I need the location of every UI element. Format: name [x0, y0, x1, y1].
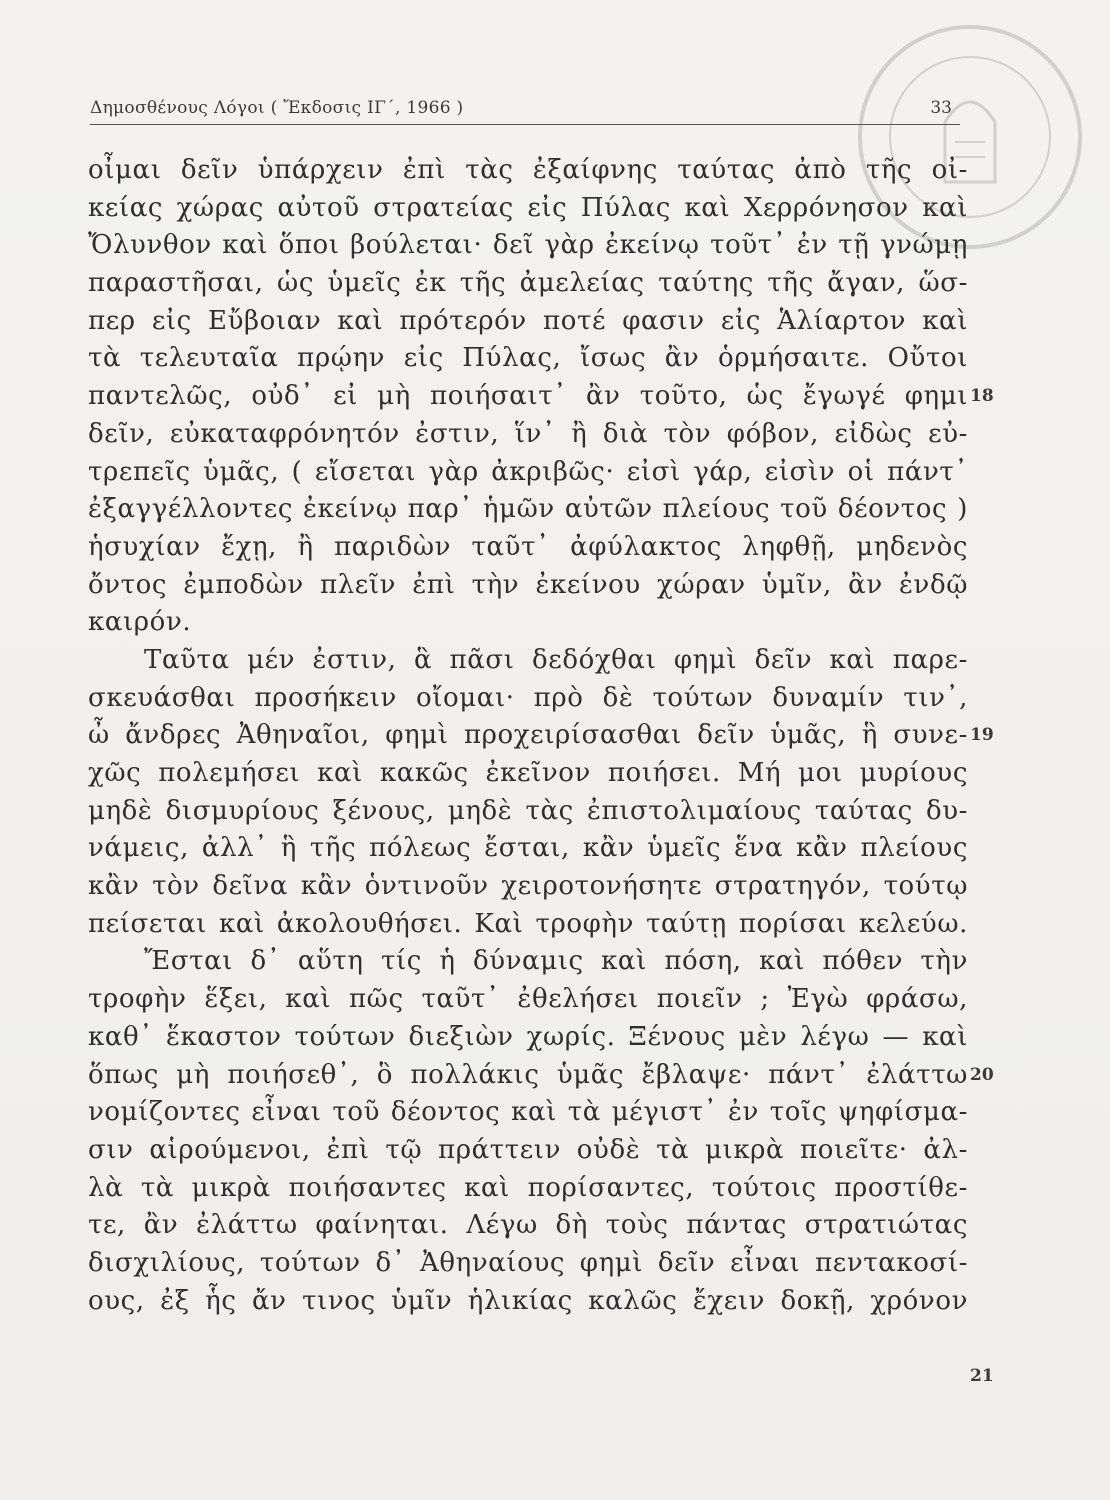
- text-line: σιν αἱρούμενοι, ἐπὶ τῷ πράττειν οὐδὲ τὰ μικρὰ ποιεῖτε· ἀλ-: [88, 1134, 968, 1165]
- page-number: 33: [930, 98, 952, 118]
- text-line: λὰ τὰ μικρὰ ποιήσαντες καὶ πορίσαντες, τούτοις προστίθε-: [88, 1172, 968, 1203]
- text-line: δεῖν, εὐκαταφρόνητόν ἐστιν, ἵν᾽ ἢ διὰ τὸν φόβον, εἰδὼς εὐ-: [88, 418, 968, 449]
- text-line: Ὄλυνθον καὶ ὅποι βούλεται· δεῖ γὰρ ἐκείνῳ τοῦτ᾽ ἐν τῇ γνώμῃ: [88, 230, 968, 261]
- text-line: περ εἰς Εὔβοιαν καὶ πρότερόν ποτέ φασιν εἰς Ἁλίαρτον καὶ: [88, 305, 968, 336]
- text-line: τε, ἂν ἐλάττω φαίνηται. Λέγω δὴ τοὺς πάντας στρατιώτας: [88, 1210, 968, 1241]
- text-line: ὦ ἄνδρες Ἀθηναῖοι, φημὶ προχειρίσασθαι δεῖν ὑμᾶς, ἣ συνε-: [88, 720, 968, 751]
- running-title: Δημοσθένους Λόγοι ( Ἔκδοσις ΙΓ΄, 1966 ): [90, 98, 464, 118]
- text-line: νομίζοντες εἶναι τοῦ δέοντος καὶ τὰ μέγιστ᾽ ἐν τοῖς ψηφίσμα-: [88, 1097, 968, 1128]
- text-line: οἶμαι δεῖν ὑπάρχειν ἐπὶ τὰς ἐξαίφνης ταύτας ἀπὸ τῆς οἰ-: [88, 155, 968, 185]
- text-line: τὰ τελευταῖα πρῴην εἰς Πύλας, ἴσως ἂν ὁρμήσαιτε. Οὔτοι: [88, 343, 968, 374]
- text-line: παραστῆσαι, ὡς ὑμεῖς ἐκ τῆς ἀμελείας ταύτης τῆς ἄγαν, ὥσ-: [88, 268, 968, 299]
- text-line: σκευάσθαι προσήκειν οἴομαι· πρὸ δὲ τούτων δυναμίν τιν᾽,: [88, 682, 968, 713]
- section-number: 21: [970, 1366, 994, 1386]
- section-number: 19: [970, 725, 994, 745]
- section-number: 18: [970, 386, 994, 406]
- body-text: [88, 152, 968, 1320]
- text-line: καιρόν.: [88, 607, 192, 638]
- text-line: μηδὲ δισμυρίους ξένους, μηδὲ τὰς ἐπιστολιμαίους ταύτας δυ-: [88, 795, 968, 826]
- text-line: χῶς πολεμήσει καὶ κακῶς ἐκεῖνον ποιήσει. Μή μοι μυρίους: [88, 758, 968, 788]
- text-line: ους, ἐξ ἧς ἄν τινος ὑμῖν ἡλικίας καλῶς ἔχειν δοκῇ, χρόνον: [88, 1285, 968, 1316]
- text-line: ὅπως μὴ ποιήσεθ᾽, ὃ πολλάκις ὑμᾶς ἔβλαψε· πάντ᾽ ἐλάττω: [88, 1059, 968, 1090]
- text-line: παντελῶς, οὐδ᾽ εἰ μὴ ποιήσαιτ᾽ ἂν τοῦτο, ὡς ἔγωγέ φημι: [88, 381, 968, 412]
- text-line: ὄντος ἐμποδὼν πλεῖν ἐπὶ τὴν ἐκείνου χώραν ὑμῖν, ἂν ἐνδῷ: [88, 569, 968, 600]
- section-number: 20: [970, 1065, 994, 1085]
- text-line: κἂν τὸν δεῖνα κἂν ὁντινοῦν χειροτονήσητε στρατηγόν, τούτῳ: [88, 871, 968, 902]
- text-line: ἡσυχίαν ἔχῃ, ἢ παριδὼν ταῦτ᾽ ἀφύλακτος ληφθῇ, μηδενὸς: [88, 531, 968, 562]
- text-line: τροφὴν ἕξει, καὶ πῶς ταῦτ᾽ ἐθελήσει ποιεῖν ; Ἐγὼ φράσω,: [88, 984, 968, 1015]
- text-line: δισχιλίους, τούτων δ᾽ Ἀθηναίους φημὶ δεῖν εἶναι πεντακοσί-: [88, 1247, 968, 1278]
- text-line: καθ᾽ ἕκαστον τούτων διεξιὼν χωρίς. Ξένους μὲν λέγω — καὶ: [88, 1021, 968, 1052]
- text-line: νάμεις, ἀλλ᾽ ἣ τῆς πόλεως ἔσται, κἂν ὑμεῖς ἕνα κἂν πλείους: [88, 833, 968, 864]
- text-line: Ἔσται δ᾽ αὕτη τίς ἡ δύναμις καὶ πόση, καὶ πόθεν τὴν: [144, 946, 968, 977]
- running-header: [90, 96, 960, 125]
- text-line: ἐξαγγέλλοντες ἐκείνῳ παρ᾽ ἡμῶν αὐτῶν πλείους τοῦ δέοντος ): [88, 494, 968, 525]
- text-line: κείας χώρας αὐτοῦ στρατείας εἰς Πύλας καὶ Χερρόνησον καὶ: [88, 192, 968, 223]
- text-line: Ταῦτα μέν ἐστιν, ἃ πᾶσι δεδόχθαι φημὶ δεῖν καὶ παρε-: [144, 644, 968, 675]
- text-line: πείσεται καὶ ἀκολουθήσει. Καὶ τροφὴν ταύτῃ πορίσαι κελεύω.: [88, 908, 968, 939]
- text-line: τρεπεῖς ὑμᾶς, ( εἴσεται γὰρ ἀκριβῶς· εἰσὶ γάρ, εἰσὶν οἱ πάντ᾽: [88, 456, 968, 487]
